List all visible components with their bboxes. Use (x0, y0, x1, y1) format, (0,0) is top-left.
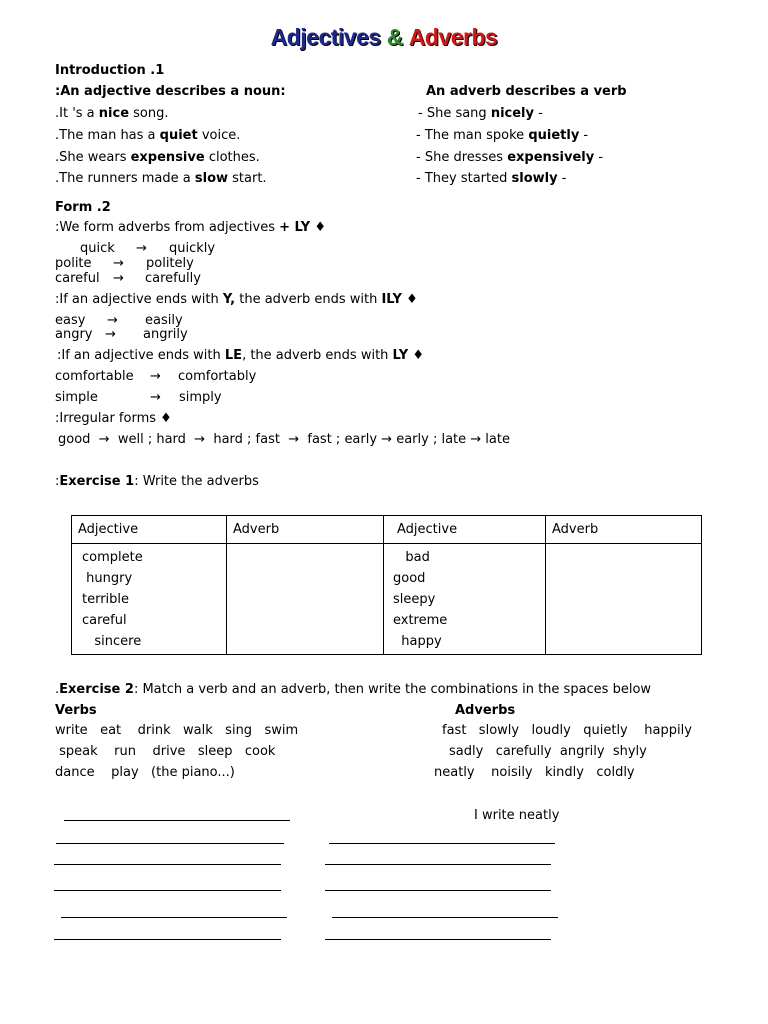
table-cell: good (393, 571, 426, 586)
answer-line[interactable] (64, 820, 290, 821)
pair-adverb: angrily (143, 327, 188, 342)
pair-adjective: angry (55, 327, 93, 342)
adv-sentence: - She sang nicely - (418, 106, 543, 121)
adverbs-row: sadly carefully angrily shyly (449, 744, 647, 759)
adverb-definition: An adverb describes a verb (426, 84, 627, 99)
rule-ily: :If an adjective ends with Y, the adverb ends with ILY ♦ (55, 292, 418, 307)
verbs-row: speak run drive sleep cook (55, 744, 276, 759)
verbs-heading: Verbs (55, 703, 97, 718)
answer-line[interactable] (56, 843, 284, 844)
answer-line[interactable] (325, 939, 551, 940)
pair-adverb: easily (145, 313, 183, 328)
adj-sentence: .She wears expensive clothes. (55, 150, 260, 165)
adverbs-heading: Adverbs (455, 703, 516, 718)
verbs-row: write eat drink walk sing swim (55, 723, 299, 738)
pair-adverb: comfortably (178, 369, 257, 384)
rule-ly: :We form adverbs from adjectives + LY ♦ (55, 220, 327, 235)
adj-sentence: .It 's a nice song. (55, 106, 169, 121)
arrow-icon: → (113, 271, 124, 286)
adv-sentence: - She dresses expensively - (416, 150, 604, 165)
table-cell: extreme (393, 613, 448, 628)
arrow-icon: → (107, 313, 118, 328)
table-cell: complete (82, 550, 143, 565)
form-heading: Form .2 (55, 200, 111, 215)
arrow-icon: → (105, 327, 116, 342)
pair-adjective: easy (55, 313, 86, 328)
pair-adjective: quick (80, 241, 115, 256)
title-adjectives: Adjectives (270, 24, 381, 50)
answer-line[interactable] (329, 843, 555, 844)
column-header: Adverb (546, 516, 702, 544)
arrow-icon: → (113, 256, 124, 271)
answer-line[interactable] (54, 890, 281, 891)
column-header: Adverb (227, 516, 384, 544)
answer-line[interactable] (54, 864, 281, 865)
worksheet-title (0, 24, 768, 51)
arrow-icon: → (136, 241, 147, 256)
adverb-answer-column-2[interactable] (546, 544, 702, 655)
pair-adjective: careful (55, 271, 100, 286)
title-ampersand: & (386, 24, 403, 50)
answer-line[interactable] (325, 864, 551, 865)
title-adverbs: Adverbs (408, 24, 498, 50)
adjective-definition: :An adjective describes a noun: (55, 84, 286, 99)
pair-adjective: simple (55, 390, 98, 405)
table-cell: careful (82, 613, 127, 628)
pair-adjective: polite (55, 256, 92, 271)
table-cell: sincere (82, 634, 142, 649)
adverbs-row: neatly noisily kindly coldly (434, 765, 635, 780)
adverbs-row: fast slowly loudly quietly happily (442, 723, 692, 738)
column-header: Adjective (72, 516, 227, 544)
answer-line[interactable] (332, 917, 558, 918)
exercise1-table (71, 515, 702, 655)
pair-adverb: politely (146, 256, 194, 271)
answer-line[interactable] (61, 917, 287, 918)
exercise2-heading: .Exercise 2: Match a verb and an adverb, then write the combinations in the spaces below (55, 682, 652, 697)
adverb-answer-column-1[interactable] (227, 544, 384, 655)
table-cell: happy (393, 634, 442, 649)
adv-sentence: - They started slowly - (416, 171, 567, 186)
adj-sentence: .The runners made a slow start. (55, 171, 267, 186)
pair-adverb: quickly (169, 241, 216, 256)
exercise1-heading: :Exercise 1: Write the adverbs (55, 474, 259, 489)
table-cell: terrible (82, 592, 130, 607)
irregular-forms: good → well ; hard → hard ; fast → fast ; early → early ; late → late (58, 432, 510, 447)
adjective-column-2 (384, 544, 546, 655)
pair-adverb: simply (179, 390, 222, 405)
adv-sentence: - The man spoke quietly - (416, 128, 589, 143)
pair-adjective: comfortable (55, 369, 134, 384)
arrow-icon: → (150, 390, 161, 405)
table-cell: sleepy (393, 592, 436, 607)
example-answer: I write neatly (474, 808, 560, 823)
answer-line[interactable] (325, 890, 551, 891)
table-cell: hungry (82, 571, 133, 586)
arrow-icon: → (150, 369, 161, 384)
verbs-row: dance play (the piano...) (55, 765, 235, 780)
pair-adverb: carefully (145, 271, 201, 286)
column-header: Adjective (384, 516, 546, 544)
answer-line[interactable] (54, 939, 281, 940)
adj-sentence: .The man has a quiet voice. (55, 128, 241, 143)
table-cell: bad (393, 550, 430, 565)
rule-irregular: :Irregular forms ♦ (55, 411, 172, 426)
intro-heading: Introduction .1 (55, 63, 165, 78)
rule-ly-le: :If an adjective ends with LE, the adverb ends with LY ♦ (57, 348, 425, 363)
adjective-column-1 (72, 544, 227, 655)
